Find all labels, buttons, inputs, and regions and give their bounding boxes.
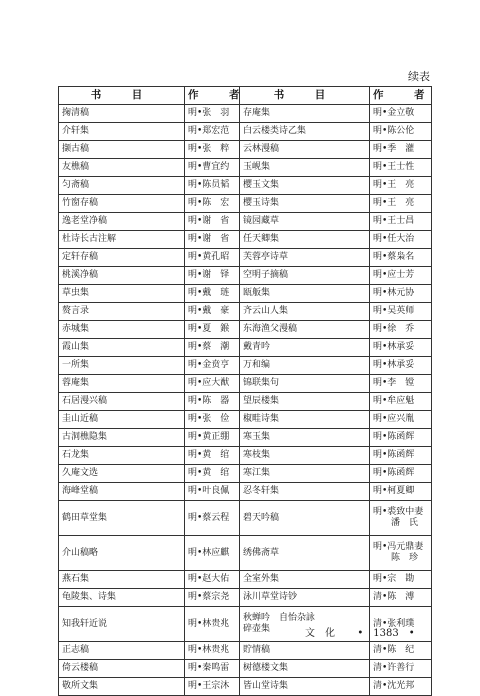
book-title-right: 云林漫稿 (240, 141, 370, 159)
table-row (59, 177, 432, 195)
book-title-left: 久庵文选 (59, 465, 185, 483)
book-title-right: 芙蓉亭诗草 (240, 249, 370, 267)
book-list-table (58, 86, 435, 696)
table-body (59, 105, 432, 696)
author-left: 明•林贵兆 (185, 607, 240, 642)
author-left: 明•戴 琏 (185, 285, 240, 303)
author-right: 明•裘致中妻 潘 氏 (370, 501, 432, 536)
author-right: 明•任大治 (370, 231, 432, 249)
author-right: 清•陈 溥 (370, 589, 432, 607)
book-title-right: 镜园藏草 (240, 213, 370, 231)
table-row (59, 536, 432, 571)
author-left: 明•郑宏范 (185, 123, 240, 141)
book-title-right: 樱玉文集 (240, 177, 370, 195)
author-left: 明•赵大佑 (185, 571, 240, 589)
header-author-left: 作 者 (185, 87, 240, 105)
book-title-right: 万和编 (240, 357, 370, 375)
book-title-right: 忍冬轩集 (240, 483, 370, 501)
book-title-left: 桃溪净稿 (59, 267, 185, 285)
table-row (59, 375, 432, 393)
author-right: 明•王士性 (370, 159, 432, 177)
author-right: 明•陈函辉 (370, 429, 432, 447)
author-right: 明•金立敬 (370, 105, 432, 123)
book-title-right: 貯情稿 (240, 642, 370, 660)
book-title-left: 赘言录 (59, 303, 185, 321)
book-title-right: 瓯舨集 (240, 285, 370, 303)
author-right: 明•王 亮 (370, 195, 432, 213)
table-row (59, 303, 432, 321)
book-title-left: 匀斋稿 (59, 177, 185, 195)
author-right: 明•徐 乔 (370, 321, 432, 339)
table-row (59, 483, 432, 501)
author-right: 明•吴英师 (370, 303, 432, 321)
author-left: 明•黄 绾 (185, 465, 240, 483)
book-title-left: 敬所文集 (59, 678, 185, 696)
book-title-right: 樱玉诗集 (240, 195, 370, 213)
author-left: 明•谢 省 (185, 213, 240, 231)
author-left: 明•陈员韬 (185, 177, 240, 195)
author-right: 明•林承妥 (370, 339, 432, 357)
book-title-left: 霞山集 (59, 339, 185, 357)
book-title-left: 介轩集 (59, 123, 185, 141)
author-right: 明•应兴胤 (370, 411, 432, 429)
table-row (59, 678, 432, 696)
book-title-right: 碧天吟稿 (240, 501, 370, 536)
author-left: 明•张 粹 (185, 141, 240, 159)
book-title-left: 掬清稿 (59, 105, 185, 123)
table-row (59, 339, 432, 357)
author-left: 明•夏 鍭 (185, 321, 240, 339)
book-title-right: 寒枝集 (240, 447, 370, 465)
table-row (59, 642, 432, 660)
author-left: 明•黄孔昭 (185, 249, 240, 267)
author-right: 明•蔡枭名 (370, 249, 432, 267)
book-title-right: 树德楼文集 (240, 660, 370, 678)
book-title-right: 东海渔父漫稿 (240, 321, 370, 339)
book-title-left: 正志稿 (59, 642, 185, 660)
header-title-left: 书 目 (59, 87, 185, 105)
book-title-left: 定轩存稿 (59, 249, 185, 267)
table-row (59, 571, 432, 589)
book-title-left: 燕石集 (59, 571, 185, 589)
author-left: 明•谢 铎 (185, 267, 240, 285)
table-row (59, 411, 432, 429)
book-title-left: 赤城集 (59, 321, 185, 339)
author-left: 明•陈 器 (185, 393, 240, 411)
book-title-left: 撷古稿 (59, 141, 185, 159)
book-title-right: 戴青吟 (240, 339, 370, 357)
book-title-right: 全室外集 (240, 571, 370, 589)
book-title-left: 龟陵集、诗集 (59, 589, 185, 607)
author-left: 明•陈 宏 (185, 195, 240, 213)
continuation-label: 续表 (408, 70, 430, 83)
book-title-left: 倚云楼稿 (59, 660, 185, 678)
table-row (59, 213, 432, 231)
book-title-left: 鹤田草堂集 (59, 501, 185, 536)
author-right: 清•陈 纪 (370, 642, 432, 660)
author-left: 明•金贲亨 (185, 357, 240, 375)
table-row (59, 159, 432, 177)
author-right: 明•季 灌 (370, 141, 432, 159)
book-title-left: 友樵稿 (59, 159, 185, 177)
author-right: 明•林承妥 (370, 357, 432, 375)
footer-page-number: • 1383 • (357, 628, 415, 639)
book-title-right: 存庵集 (240, 105, 370, 123)
author-right: 明•牟应魁 (370, 393, 432, 411)
author-left: 明•蔡宗尧 (185, 589, 240, 607)
book-title-right: 玉岘集 (240, 159, 370, 177)
table-row (59, 589, 432, 607)
book-title-left: 草虫集 (59, 285, 185, 303)
table-row (59, 660, 432, 678)
book-title-right: 望辰楼集 (240, 393, 370, 411)
book-title-right: 秋蝉吟 自怡杂詠 碎壶集 (240, 607, 370, 642)
book-title-right: 皆山堂诗集 (240, 678, 370, 696)
book-title-left: 海峰堂稿 (59, 483, 185, 501)
author-right: 明•王士昌 (370, 213, 432, 231)
book-title-left: 知我轩近说 (59, 607, 185, 642)
book-title-left: 石居漫兴稿 (59, 393, 185, 411)
author-right: 明•冯元鼎妻 陈 珍 (370, 536, 432, 571)
author-left: 明•谢 省 (185, 231, 240, 249)
author-left: 明•林贵兆 (185, 642, 240, 660)
book-title-right: 寒江集 (240, 465, 370, 483)
author-left: 明•蔡云程 (185, 501, 240, 536)
book-title-left: 杜诗长古注解 (59, 231, 185, 249)
author-left: 明•黄正绷 (185, 429, 240, 447)
author-left: 明•张 羽 (185, 105, 240, 123)
author-right: 明•应士芳 (370, 267, 432, 285)
footer-section: 文 化 (305, 628, 335, 639)
table-row (59, 195, 432, 213)
author-left: 明•曹宜约 (185, 159, 240, 177)
author-right: 明•柯夏卿 (370, 483, 432, 501)
table-row (59, 105, 432, 123)
book-title-right: 椒畦诗集 (240, 411, 370, 429)
author-left: 明•黄 绾 (185, 447, 240, 465)
book-title-right: 空明子摘稿 (240, 267, 370, 285)
author-right: 明•宗 勘 (370, 571, 432, 589)
book-title-left: 蓉庵集 (59, 375, 185, 393)
book-title-left: 逸老堂净稿 (59, 213, 185, 231)
table-row (59, 267, 432, 285)
book-title-right: 锦联集句 (240, 375, 370, 393)
table-row (59, 123, 432, 141)
table-row (59, 357, 432, 375)
table-row (59, 321, 432, 339)
table-row (59, 249, 432, 267)
table-row (59, 141, 432, 159)
book-title-left: 一所集 (59, 357, 185, 375)
header-author-right: 作 者 (370, 87, 432, 105)
header-title-right: 书 目 (240, 87, 370, 105)
table-row (59, 501, 432, 536)
book-title-right: 绣佛斋草 (240, 536, 370, 571)
author-left: 明•叶良佩 (185, 483, 240, 501)
author-left: 明•王宗沐 (185, 678, 240, 696)
page-footer (305, 624, 415, 639)
book-title-left: 石龙集 (59, 447, 185, 465)
author-left: 明•张 俭 (185, 411, 240, 429)
author-left: 明•戴 豪 (185, 303, 240, 321)
author-left: 明•蔡 潮 (185, 339, 240, 357)
book-title-left: 古洞樵隐集 (59, 429, 185, 447)
author-right: 明•王 亮 (370, 177, 432, 195)
author-right: 清•张利璞 (370, 607, 432, 642)
author-left: 明•林应麒 (185, 536, 240, 571)
book-title-right: 泳川草堂诗钞 (240, 589, 370, 607)
author-right: 明•陈函辉 (370, 447, 432, 465)
author-right: 明•李 镗 (370, 375, 432, 393)
book-title-right: 寒玉集 (240, 429, 370, 447)
table-row (59, 231, 432, 249)
author-right: 清•沈光邦 (370, 678, 432, 696)
table-row (59, 393, 432, 411)
table-row (59, 447, 432, 465)
header-row (59, 87, 432, 105)
author-right: 明•陈函辉 (370, 465, 432, 483)
book-title-right: 任天卿集 (240, 231, 370, 249)
book-title-left: 介山稿略 (59, 536, 185, 571)
book-title-right: 白云楼类诗乙集 (240, 123, 370, 141)
table-row (59, 465, 432, 483)
table-header (59, 87, 435, 105)
author-left: 明•应大猷 (185, 375, 240, 393)
book-title-right: 齐云山人集 (240, 303, 370, 321)
author-right: 明•林元协 (370, 285, 432, 303)
table-row (59, 429, 432, 447)
author-right: 明•陈公伦 (370, 123, 432, 141)
author-left: 明•秦鸣雷 (185, 660, 240, 678)
book-title-left: 圭山近稿 (59, 411, 185, 429)
book-title-left: 竹窗存稿 (59, 195, 185, 213)
table-row (59, 285, 432, 303)
author-right: 清•许善行 (370, 660, 432, 678)
